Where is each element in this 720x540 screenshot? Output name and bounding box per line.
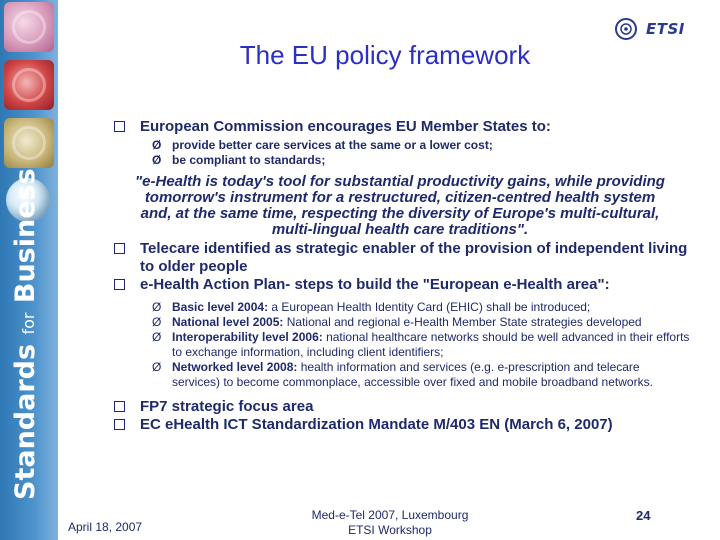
checkbox-bullet-icon bbox=[114, 279, 125, 290]
bullet-item: EC eHealth ICT Standardization Mandate M/403 EN (March 6, 2007) bbox=[110, 416, 690, 434]
sidebar-tagline: Standards for Business bbox=[10, 168, 41, 500]
sub-bullet-item: Ø Networked level 2008: health information and services (e.g. e‑prescription and telecare services) to become commonplace, accessible over fixed and mobile broadband networks. bbox=[152, 360, 653, 389]
decorative-image-gold bbox=[4, 118, 54, 168]
bullet-item: European Commission encourages EU Member States to: bbox=[110, 118, 690, 136]
sub-bullet-item: Ø Interoperability level 2006: national healthcare networks should be well advanced in their efforts to exchange information, including client identifiers; bbox=[152, 330, 690, 359]
sub-bullet-item: Ø National level 2005: National and regional e‑Health Member State strategies developed bbox=[152, 315, 642, 329]
decorative-image-pink bbox=[4, 2, 54, 52]
bullet-item: Telecare identified as strategic enabler of the provision of independent living to older people bbox=[110, 240, 690, 276]
arrow-bullet-icon: Ø bbox=[152, 330, 162, 344]
bullet-item: FP7 strategic focus area bbox=[110, 398, 690, 416]
decorative-image-red bbox=[4, 60, 54, 110]
sub-bullet-item: Ø provide better care services at the same or a lower cost; bbox=[152, 138, 493, 152]
page-number: 24 bbox=[636, 508, 651, 523]
arrow-bullet-icon: Ø bbox=[152, 360, 162, 374]
page-title: The EU policy framework bbox=[239, 40, 531, 70]
quote-text: "e‑Health is today's tool for substantial productivity gains, while providing tomorrow's instrument for a restructured, citizen‑centred health system and, at the same time, respecting the diversity of Europe's multi‑cultural, multi‑lingual health care traditions". bbox=[135, 173, 665, 238]
checkbox-bullet-icon bbox=[114, 243, 125, 254]
footer-date: April 18, 2007 bbox=[68, 520, 143, 534]
arrow-bullet-icon: Ø bbox=[152, 153, 162, 167]
footer-event: Med-e-Tel 2007, Luxembourg ETSI Workshop bbox=[311, 508, 469, 537]
sidebar bbox=[0, 0, 58, 540]
arrow-bullet-icon: Ø bbox=[152, 138, 162, 152]
arrow-bullet-icon: Ø bbox=[152, 315, 162, 329]
checkbox-bullet-icon bbox=[114, 419, 125, 430]
bullet-item: e‑Health Action Plan‑ steps to build the "European e‑Health area": bbox=[110, 276, 690, 294]
checkbox-bullet-icon bbox=[114, 121, 125, 132]
bullet-content bbox=[110, 118, 690, 434]
sub-bullet-item: Ø Basic level 2004: a European Health Identity Card (EHIC) shall be introduced; bbox=[152, 300, 591, 314]
checkbox-bullet-icon bbox=[114, 401, 125, 412]
arrow-bullet-icon: Ø bbox=[152, 300, 162, 314]
sub-bullet-item: Ø be compliant to standards; bbox=[152, 153, 326, 167]
logo-text: ETSI bbox=[646, 20, 685, 38]
